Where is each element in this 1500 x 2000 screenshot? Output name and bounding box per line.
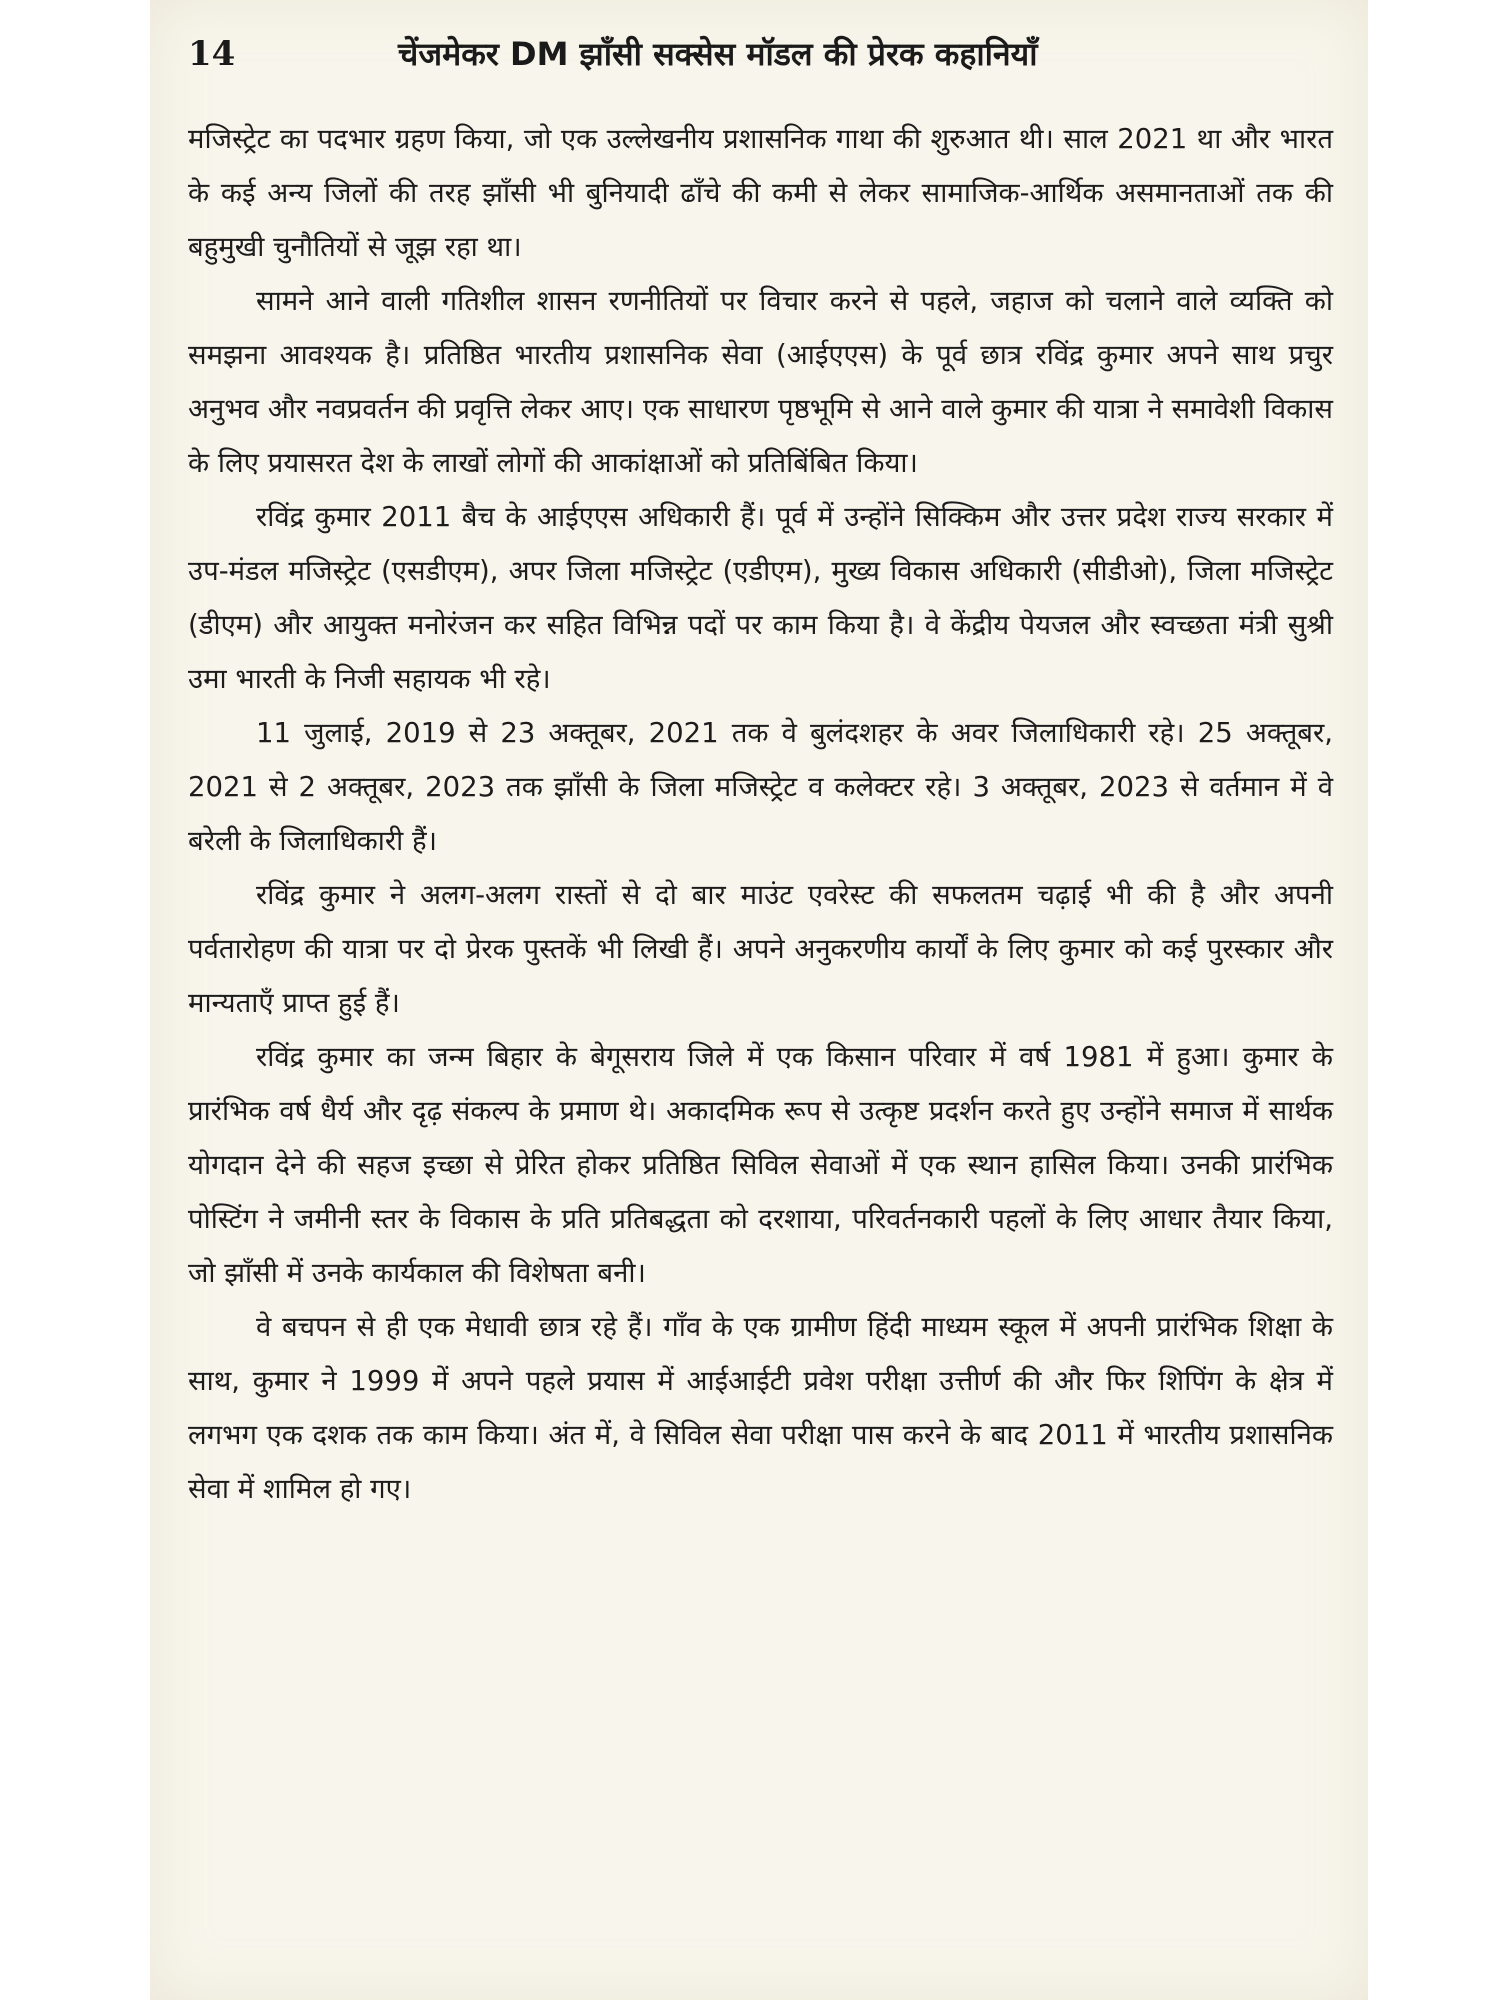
paragraph: 11 जुलाई, 2019 से 23 अक्तूबर, 2021 तक वे बुलंदशहर के अवर जिलाधिकारी रहे। 25 अक्तूबर, 2021 से 2 अक्तूबर, 2023 तक झाँसी के जिला मजिस्ट्रेट व कलेक्टर रहे। 3 अक्तूबर, 2023 से वर्तमान में वे बरेली के जिलाधिकारी हैं। [188, 717, 1333, 857]
paragraph: सामने आने वाली गतिशील शासन रणनीतियों पर विचार करने से पहले, जहाज को चलाने वाले व्यक्ति को समझना आवश्यक है। प्रतिष्ठित भारतीय प्रशासनिक सेवा (आईएएस) के पूर्व छात्र रविंद्र कुमार अपने साथ प्रचुर अनुभव और नवप्रवर्तन की प्रवृत्ति लेकर आए। एक साधारण पृष्ठभूमि से आने वाले कुमार की यात्रा ने समावेशी विकास के लिए प्रयासरत देश के लाखों लोगों की आकांक्षाओं को प्रतिबिंबित किया। [188, 285, 1333, 479]
paragraph: रविंद्र कुमार 2011 बैच के आईएएस अधिकारी हैं। पूर्व में उन्होंने सिक्किम और उत्तर प्रदेश राज्य सरकार में उप-मंडल मजिस्ट्रेट (एसडीएम), अपर जिला मजिस्ट्रेट (एडीएम), मुख्य विकास अधिकारी (सीडीओ), जिला मजिस्ट्रेट (डीएम) और आयुक्त मनोरंजन कर सहित विभिन्न पदों पर काम किया है। वे केंद्रीय पेयजल और स्वच्छता मंत्री सुश्री उमा भारती के निजी सहायक भी रहे। [188, 501, 1333, 695]
book-page [150, 0, 1368, 2000]
page-header [188, 24, 1338, 84]
paragraph: रविंद्र कुमार ने अलग-अलग रास्तों से दो बार माउंट एवरेस्ट की सफलतम चढ़ाई भी की है और अपनी पर्वतारोहण की यात्रा पर दो प्रेरक पुस्तकें भी लिखी हैं। अपने अनुकरणीय कार्यों के लिए कुमार को कई पुरस्कार और मान्यताएँ प्राप्त हुई हैं। [188, 879, 1333, 1019]
paragraph: रविंद्र कुमार का जन्म बिहार के बेगूसराय जिले में एक किसान परिवार में वर्ष 1981 में हुआ। कुमार के प्रारंभिक वर्ष धैर्य और दृढ़ संकल्प के प्रमाण थे। अकादमिक रूप से उत्कृष्ट प्रदर्शन करते हुए उन्होंने समाज में सार्थक योगदान देने की सहज इच्छा से प्रेरित होकर प्रतिष्ठित सिविल सेवाओं में एक स्थान हासिल किया। उनकी प्रारंभिक पोस्टिंग ने जमीनी स्तर के विकास के प्रति प्रतिबद्धता को दरशाया, परिवर्तनकारी पहलों के लिए आधार तैयार किया, जो झाँसी में उनके कार्यकाल की विशेषता बनी। [188, 1041, 1333, 1289]
body-text [188, 112, 1333, 1516]
running-title: चेंजमेकर DM झाँसी सक्सेस मॉडल की प्रेरक कहानियाँ [398, 35, 1038, 73]
paragraph: मजिस्ट्रेट का पदभार ग्रहण किया, जो एक उल्लेखनीय प्रशासनिक गाथा की शुरुआत थी। साल 2021 था और भारत के कई अन्य जिलों की तरह झाँसी भी बुनियादी ढाँचे की कमी से लेकर सामाजिक-आर्थिक असमानताओं तक की बहुमुखी चुनौतियों से जूझ रहा था। [188, 123, 1333, 263]
paragraph: वे बचपन से ही एक मेधावी छात्र रहे हैं। गाँव के एक ग्रामीण हिंदी माध्यम स्कूल में अपनी प्रारंभिक शिक्षा के साथ, कुमार ने 1999 में अपने पहले प्रयास में आईआईटी प्रवेश परीक्षा उत्तीर्ण की और फिर शिपिंग के क्षेत्र में लगभग एक दशक तक काम किया। अंत में, वे सिविल सेवा परीक्षा पास करने के बाद 2011 में भारतीय प्रशासनिक सेवा में शामिल हो गए। [188, 1311, 1333, 1505]
page-number: 14 [188, 34, 236, 74]
